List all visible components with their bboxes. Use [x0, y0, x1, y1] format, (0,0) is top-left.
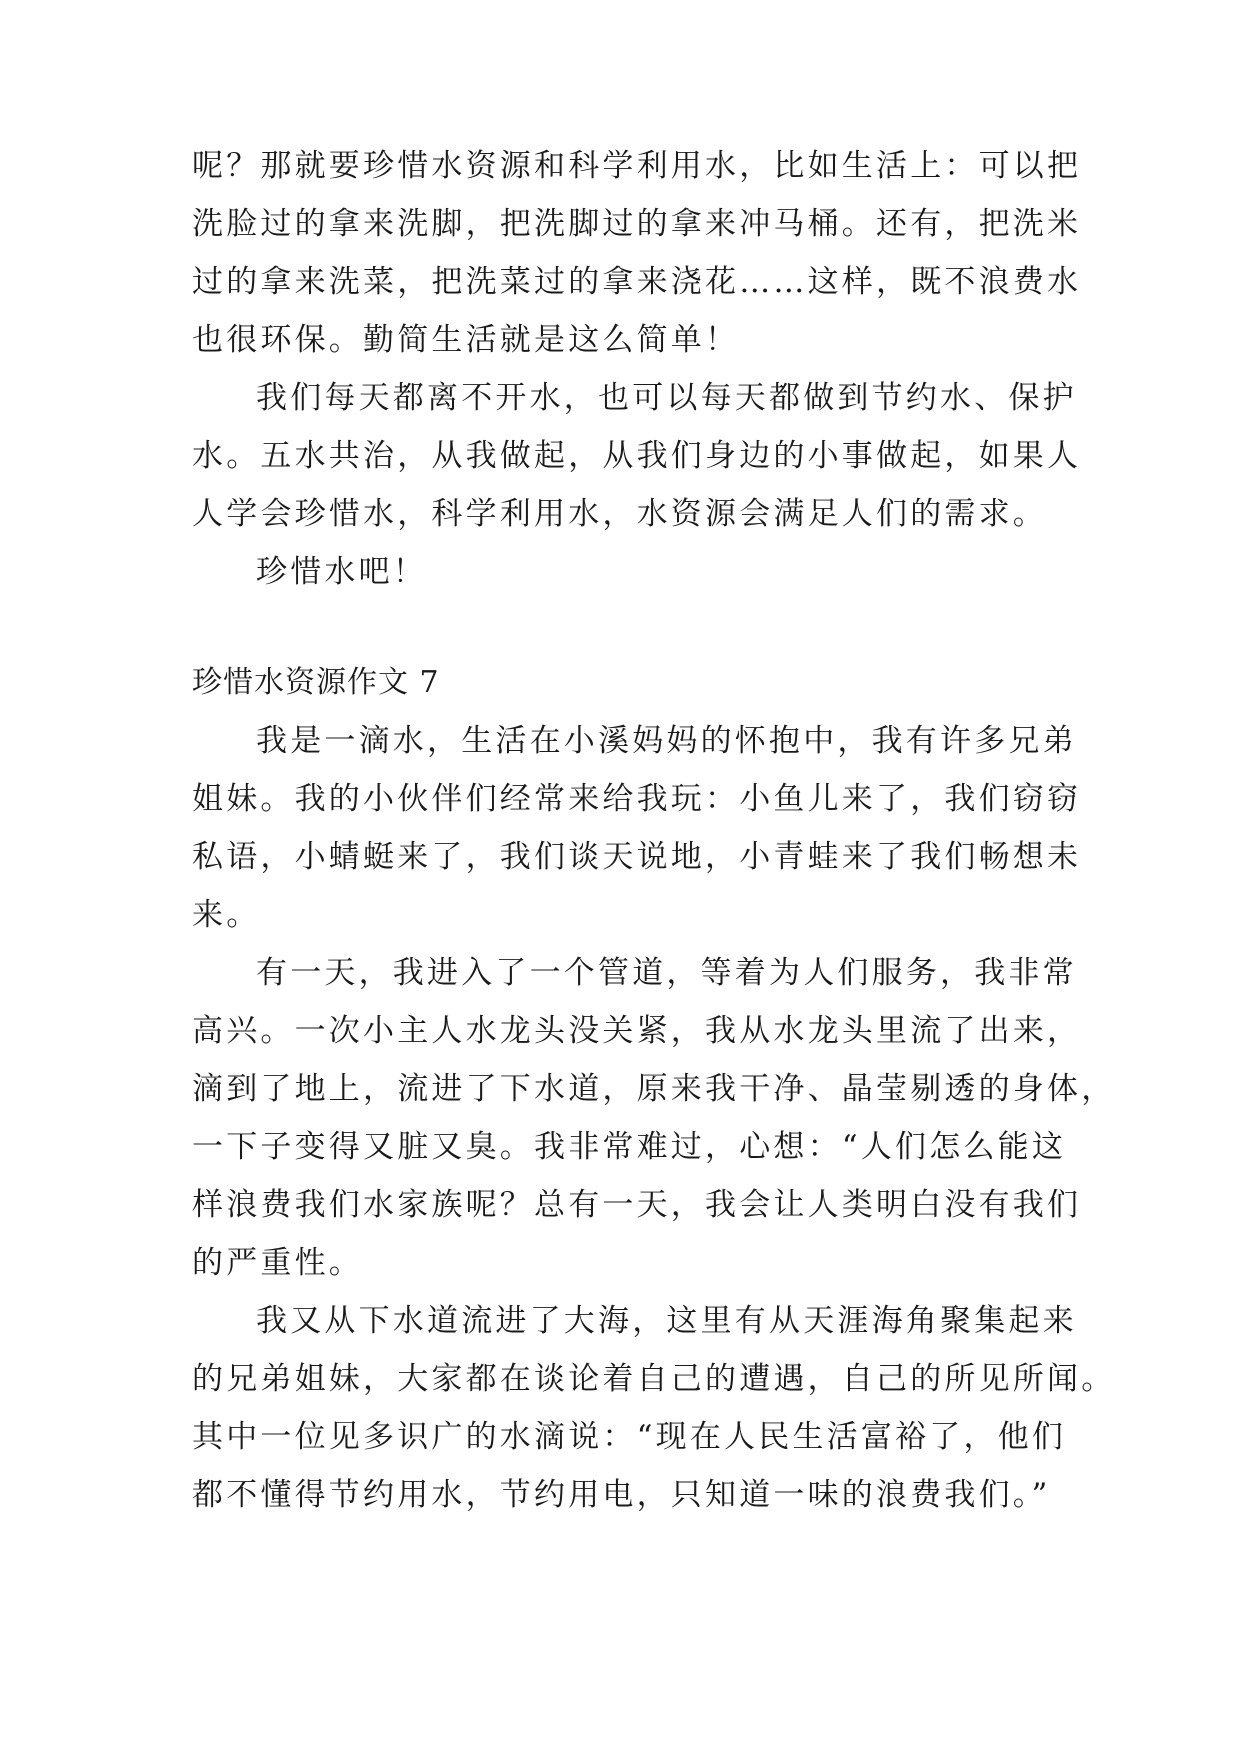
- paragraph-line: 其中一位见多识广的水滴说：“现在人民生活富裕了，他们: [192, 1419, 1067, 1455]
- paragraph-line: 人学会珍惜水，科学利用水，水资源会满足人们的需求。: [192, 496, 1047, 532]
- paragraph-line: 都不懂得节约用水，节约用电，只知道一味的浪费我们。”: [192, 1477, 1051, 1513]
- paragraph-line: 私语，小蜻蜓来了，我们谈天说地，小青蛙来了我们畅想未: [192, 839, 1082, 875]
- paragraph-line: 滴到了地上，流进了下水道，原来我干净、晶莹剔透的身体，: [192, 1071, 1116, 1107]
- paragraph-line: 呢？那就要珍惜水资源和科学利用水，比如生活上：可以把: [192, 148, 1082, 184]
- paragraph-line: 姐妹。我的小伙伴们经常来给我玩：小鱼儿来了，我们窃窃: [192, 781, 1082, 817]
- paragraph-line: 的严重性。: [192, 1245, 363, 1281]
- paragraph-line: 也很环保。勤简生活就是这么简单！: [192, 322, 740, 358]
- paragraph-line: 洗脸过的拿来洗脚，把洗脚过的拿来冲马桶。还有，把洗米: [192, 206, 1082, 242]
- paragraph-line: 过的拿来洗菜，把洗菜过的拿来浇花……这样，既不浪费水: [192, 264, 1082, 300]
- paragraph-line: 珍惜水吧！: [256, 554, 427, 590]
- paragraph-line: 我是一滴水，生活在小溪妈妈的怀抱中，我有许多兄弟: [256, 723, 1077, 759]
- paragraph-line: 高兴。一次小主人水龙头没关紧，我从水龙头里流了出来，: [192, 1013, 1082, 1049]
- paragraph-line: 一下子变得又脏又臭。我非常难过，心想：“人们怎么能这: [192, 1129, 1067, 1165]
- paragraph-line: 有一天，我进入了一个管道，等着为人们服务，我非常: [256, 955, 1077, 991]
- paragraph-line: 样浪费我们水家族呢？总有一天，我会让人类明白没有我们: [192, 1187, 1082, 1223]
- paragraph-line: 水。五水共治，从我做起，从我们身边的小事做起，如果人: [192, 438, 1082, 474]
- paragraph-line: 来。: [192, 897, 261, 933]
- paragraph-line: 的兄弟姐妹，大家都在谈论着自己的遭遇，自己的所见所闻。: [192, 1361, 1116, 1397]
- paragraph-line: 我又从下水道流进了大海，这里有从天涯海角聚集起来: [256, 1303, 1077, 1339]
- essay-title: 珍惜水资源作文 7: [192, 665, 440, 700]
- paragraph-line: 我们每天都离不开水，也可以每天都做到节约水、保护: [256, 380, 1077, 416]
